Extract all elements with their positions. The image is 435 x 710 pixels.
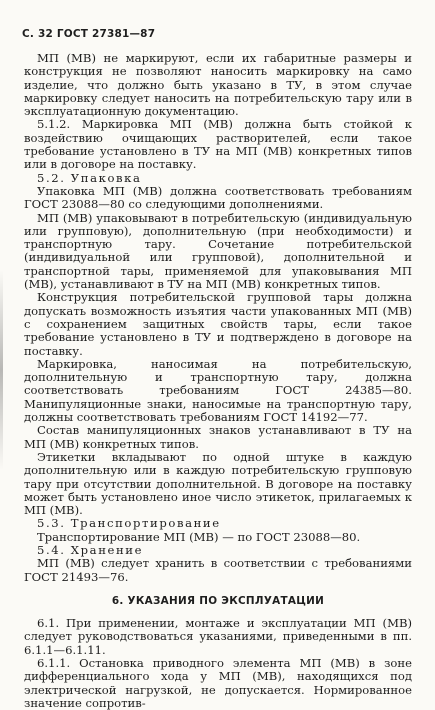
paragraph: МП (МВ) следует хранить в соответствии с требованиями ГОСТ 21493—76. — [24, 556, 412, 584]
paragraph: Маркировка, наносимая на потребительскую, дополнительную и транспортную тару, должна соответствовать требованиям ГОСТ 24385—80. Манипуляционные знаки, наносимые на транспортную тару, должны соответствовать требованиям ГОСТ 14192—77. — [24, 356, 412, 425]
paragraph: МП (МВ) не маркируют, если их габаритные размеры и конструкция не позволяют наносить маркировку на само изделие, что должно быть указано в ТУ, в этом случае маркировку следует наносить на потребительскую тару или в эксплуатационную документацию. — [24, 51, 412, 119]
paragraph: 5.1.2. Маркировка МП (МВ) должна быть стойкой к воздействию очищающих растворителей, если такое требование установлено в ТУ на МП (МВ) конкретных типов или в договоре на поставку. — [24, 117, 412, 172]
body-text — [24, 52, 412, 710]
section-heading: 6. УКАЗАНИЯ ПО ЭКСПЛУАТАЦИИ — [111, 594, 325, 607]
subsection-title: 5.2. Упаковка — [37, 170, 142, 185]
paragraph: Этикетки вкладывают по одной штуке в каждую дополнительную или в каждую потребительскую групповую тару при отсутствии дополнительной. В договоре на поставку может быть установлено иное число этикеток, прилагаемых к МП (МВ). — [24, 449, 412, 518]
paragraph: 6.1.1. Остановка приводного элемента МП (МВ) в зоне дифференциального хода у МП (МВ), находящихся под электрической нагрузкой, не допускается. Нормированное значение сопротив- — [24, 656, 412, 710]
subsection-title: 5.4. Хранение — [37, 542, 144, 557]
subsection-title: 5.3. Транспортирование — [37, 516, 221, 531]
paragraph: Состав манипуляционных знаков устанавливают в ТУ на МП (МВ) конкретных типов. — [24, 423, 412, 451]
paragraph: Упаковка МП (МВ) должна соответствовать требованиям ГОСТ 23088—80 со следующими дополнениями. — [24, 183, 412, 212]
paragraph: Транспортирование МП (МВ) — по ГОСТ 23088—80. — [37, 529, 361, 544]
scan-edge-mark — [0, 270, 3, 470]
paragraph: 6.1. При применении, монтаже и эксплуатации МП (МВ) следует руководствоваться указаниями, приведенными в пп. 6.1.1—6.1.11. — [24, 616, 412, 657]
paragraph: Конструкция потребительской групповой тары должна допускать возможность изъятия части упакованных МП (МВ) с сохранением защитных свойств тары, если такое требование установлено в ТУ и подтверждено в договоре на поставку. — [24, 290, 412, 358]
paragraph: МП (МВ) упаковывают в потребительскую (индивидуальную или групповую), дополнительную (при необходимости) и транспортную тару. Сочетание потребительской (индивидуальной или групповой), дополнительной и транспортной тары, применяемой для упаковывания МП (МВ), устанавливают в ТУ на МП (МВ) конкретных типов. — [24, 210, 412, 292]
page-header: С. 32 ГОСТ 27381—87 — [22, 28, 156, 40]
